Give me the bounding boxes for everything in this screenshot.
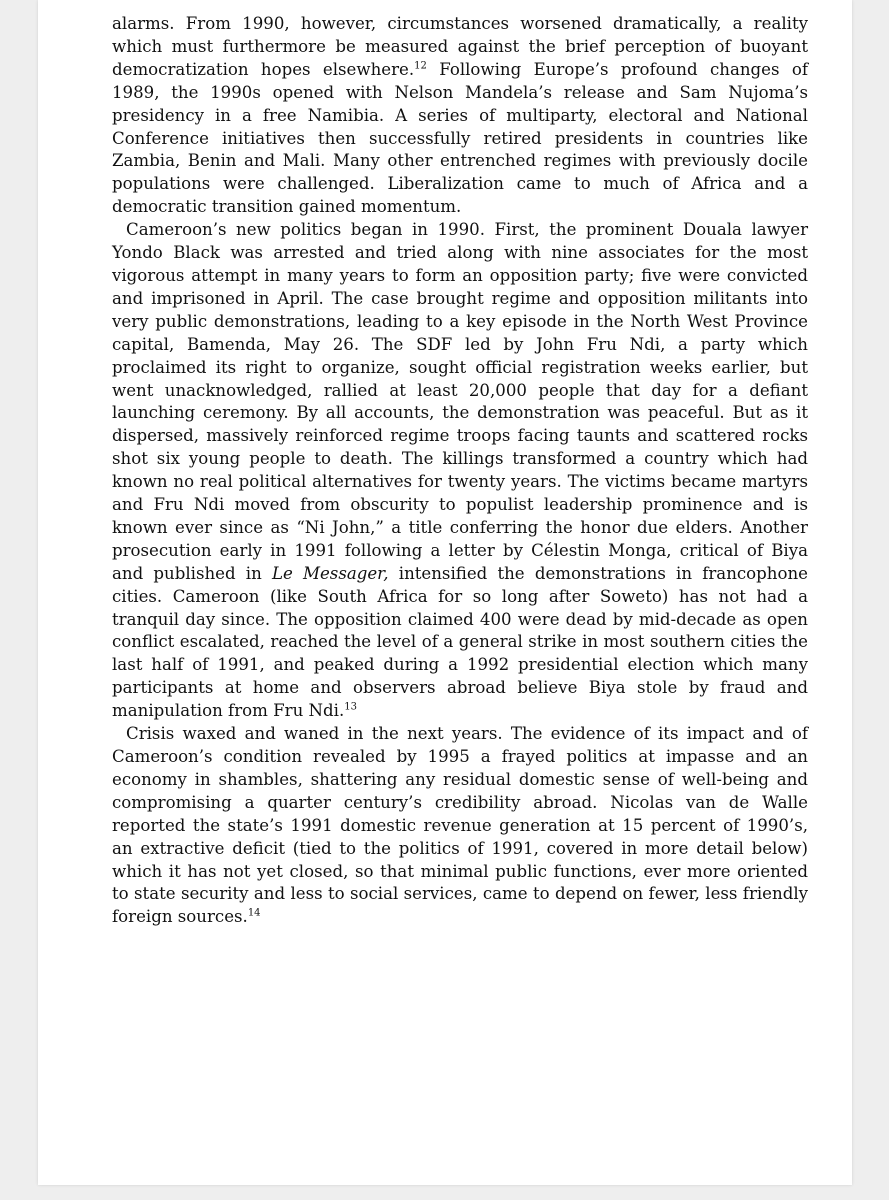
- italic-title-le-messager: Le Messager,: [271, 563, 389, 583]
- paragraph-2: [112, 219, 808, 723]
- footnote-ref-12: 12: [414, 60, 427, 72]
- text-run: intensified the demonstrations in francophone cities. Cameroon (like South Africa for so long after Soweto) has not had a tranquil day since. The opposition claimed 400 were dead by mid-decade as open conflict escalated, reached the level of a general strike in most southern cities the last half of 1991, and peaked during a 1992 presidential election which many participants at home and observers abroad believe Biya stole by fraud and manipulation from Fru Ndi.: [112, 563, 808, 721]
- text-run: alarms. From 1990, however, circumstances worsened dramatically, a reality which must furthermore be measured against the brief perception of buoyant democratization hopes elsewhere.: [112, 14, 808, 79]
- footnote-ref-14: 14: [247, 907, 261, 919]
- body-text: [112, 13, 808, 929]
- text-run: Following Europe’s profound changes of 1989, the 1990s opened with Nelson Mandela’s release and Sam Nujoma’s presidency in a free Namibia. A series of multiparty, electoral and National Conference initiatives then successfully retired presidents in countries like Zambia, Benin and Mali. Many other entrenched regimes with previously docile populations were challenged. Liberalization came to much of Africa and a democratic transition gained momentum.: [112, 59, 808, 217]
- text-run: Crisis waxed and waned in the next years. The evidence of its impact and of Cameroon’s condition revealed by 1995 a frayed politics at impasse and an economy in shambles, shattering any residual domestic sense of well-being and compromising a quarter century’s credibility abroad. Nicolas van de Walle reported the state’s 1991 domestic revenue generation at 15 percent of 1990’s, an extractive deficit (tied to the politics of 1991, covered in more detail below) which it has not yet closed, so that minimal public functions, ever more oriented to state security and less to social services, came to depend on fewer, less friendly foreign sources.: [112, 724, 808, 927]
- footnote-ref-13: 13: [344, 701, 357, 713]
- paragraph-1: [112, 13, 808, 219]
- paragraph-3: [112, 723, 808, 929]
- document-page: [38, 0, 852, 1185]
- text-run: Cameroon’s new politics began in 1990. First, the prominent Douala lawyer Yondo Black was arrested and tried along with nine associates for the most vigorous attempt in many years to form an opposition party; five were convicted and imprisoned in April. The case brought regime and opposition militants into very public demonstrations, leading to a key episode in the North West Province capital, Bamenda, May 26. The SDF led by John Fru Ndi, a party which proclaimed its right to organize, sought official registration weeks earlier, but went unacknowledged, rallied at least 20,000 people that day for a defiant launching ceremony. By all accounts, the demonstration was peaceful. But as it dispersed, massively reinforced regime troops facing taunts and scattered rocks shot six young people to death. The killings transformed a country which had known no real political alternatives for twenty years. The victims became martyrs and Fru Ndi moved from obscurity to populist leadership prominence and is known ever since as “Ni John,” a title conferring the honor due elders. Another prosecution early in 1991 following a letter by Célestin Monga, critical of Biya and published in: [112, 220, 808, 583]
